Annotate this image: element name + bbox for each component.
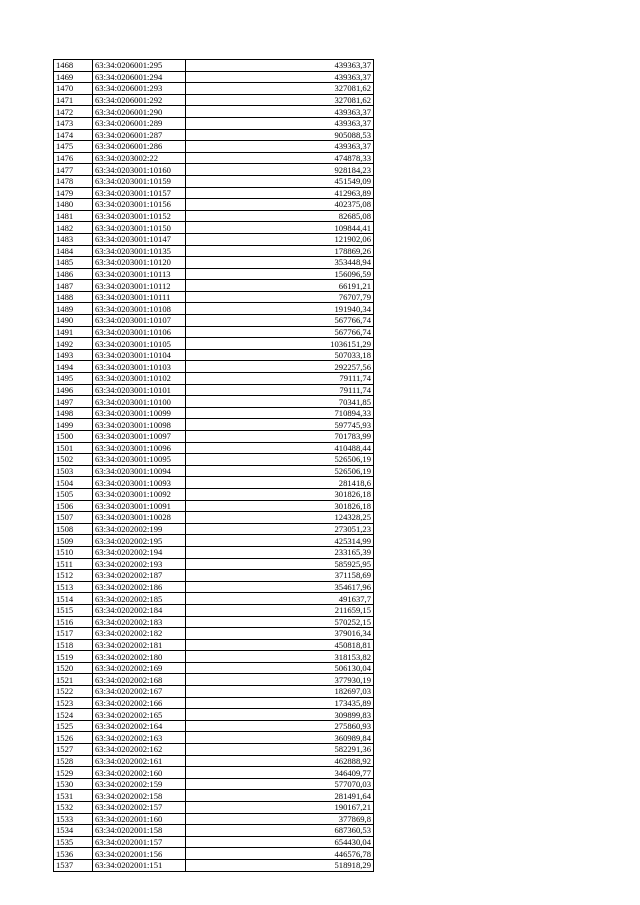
table-row: [54, 570, 374, 582]
row-number-cell: 1498: [54, 407, 93, 419]
table-row: [54, 257, 374, 269]
row-number-cell: 1533: [54, 813, 93, 825]
table-row: [54, 106, 374, 118]
table-row: [54, 825, 374, 837]
table-body: [54, 60, 374, 872]
cadastral-number-cell: 63:34:0203001:10108: [93, 303, 186, 315]
cadastral-number-cell: 63:34:0206001:294: [93, 71, 186, 83]
cadastral-number-cell: 63:34:0203001:10094: [93, 465, 186, 477]
value-cell: 70341,85: [186, 396, 374, 408]
cadastral-number-cell: 63:34:0202002:168: [93, 674, 186, 686]
table-row: [54, 755, 374, 767]
table-row: [54, 373, 374, 385]
table-row: [54, 465, 374, 477]
row-number-cell: 1522: [54, 686, 93, 698]
cadastral-number-cell: 63:34:0202001:156: [93, 848, 186, 860]
table-row: [54, 419, 374, 431]
value-cell: 79111,74: [186, 373, 374, 385]
table-row: [54, 813, 374, 825]
value-cell: 275860,93: [186, 720, 374, 732]
cadastral-number-cell: 63:34:0202002:193: [93, 558, 186, 570]
table-row: [54, 210, 374, 222]
cadastral-number-cell: 63:34:0203001:10028: [93, 512, 186, 524]
row-number-cell: 1513: [54, 581, 93, 593]
value-cell: 301826,18: [186, 488, 374, 500]
value-cell: 567766,74: [186, 315, 374, 327]
value-cell: 439363,37: [186, 106, 374, 118]
row-number-cell: 1524: [54, 709, 93, 721]
row-number-cell: 1500: [54, 431, 93, 443]
cadastral-number-cell: 63:34:0203001:10102: [93, 373, 186, 385]
value-cell: 585925,95: [186, 558, 374, 570]
cadastral-number-cell: 63:34:0203001:10159: [93, 175, 186, 187]
row-number-cell: 1516: [54, 616, 93, 628]
table-row: [54, 407, 374, 419]
cadastral-number-cell: 63:34:0203001:10095: [93, 454, 186, 466]
table-row: [54, 744, 374, 756]
value-cell: 462888,92: [186, 755, 374, 767]
cadastral-number-cell: 63:34:0202002:195: [93, 535, 186, 547]
cadastral-number-cell: 63:34:0202002:159: [93, 778, 186, 790]
cadastral-number-cell: 63:34:0203001:10147: [93, 233, 186, 245]
cadastral-number-cell: 63:34:0206001:290: [93, 106, 186, 118]
cadastral-number-cell: 63:34:0202002:182: [93, 628, 186, 640]
value-cell: 190167,21: [186, 802, 374, 814]
value-cell: 526506,19: [186, 454, 374, 466]
value-cell: 654430,04: [186, 836, 374, 848]
cadastral-number-cell: 63:34:0202001:160: [93, 813, 186, 825]
cadastral-number-cell: 63:34:0203001:10093: [93, 477, 186, 489]
value-cell: 410488,44: [186, 442, 374, 454]
value-cell: 327081,62: [186, 83, 374, 95]
table-row: [54, 790, 374, 802]
cadastral-number-cell: 63:34:0203001:10160: [93, 164, 186, 176]
cadastral-number-cell: 63:34:0202002:160: [93, 767, 186, 779]
table-row: [54, 222, 374, 234]
table-row: [54, 164, 374, 176]
row-number-cell: 1502: [54, 454, 93, 466]
value-cell: 450818,81: [186, 639, 374, 651]
cadastral-number-cell: 63:34:0202001:158: [93, 825, 186, 837]
row-number-cell: 1512: [54, 570, 93, 582]
row-number-cell: 1520: [54, 662, 93, 674]
table-row: [54, 546, 374, 558]
row-number-cell: 1529: [54, 767, 93, 779]
value-cell: 402375,08: [186, 199, 374, 211]
table-row: [54, 94, 374, 106]
table-row: [54, 152, 374, 164]
table-row: [54, 141, 374, 153]
value-cell: 451549,09: [186, 175, 374, 187]
value-cell: 76707,79: [186, 291, 374, 303]
row-number-cell: 1491: [54, 326, 93, 338]
table-row: [54, 349, 374, 361]
row-number-cell: 1475: [54, 141, 93, 153]
value-cell: 701783,99: [186, 431, 374, 443]
row-number-cell: 1492: [54, 338, 93, 350]
cadastral-number-cell: 63:34:0202002:185: [93, 593, 186, 605]
table-row: [54, 558, 374, 570]
row-number-cell: 1532: [54, 802, 93, 814]
value-cell: 82685,08: [186, 210, 374, 222]
table-row: [54, 662, 374, 674]
cadastral-number-cell: 63:34:0206001:295: [93, 60, 186, 72]
table-row: [54, 512, 374, 524]
cadastral-number-cell: 63:34:0203001:10097: [93, 431, 186, 443]
row-number-cell: 1534: [54, 825, 93, 837]
row-number-cell: 1523: [54, 697, 93, 709]
value-cell: 79111,74: [186, 384, 374, 396]
row-number-cell: 1515: [54, 604, 93, 616]
row-number-cell: 1503: [54, 465, 93, 477]
table-row: [54, 71, 374, 83]
cadastral-number-cell: 63:34:0203001:10112: [93, 280, 186, 292]
row-number-cell: 1473: [54, 117, 93, 129]
cadastral-number-cell: 63:34:0203001:10120: [93, 257, 186, 269]
value-cell: 439363,37: [186, 71, 374, 83]
value-cell: 567766,74: [186, 326, 374, 338]
table-row: [54, 291, 374, 303]
table-row: [54, 60, 374, 72]
table-row: [54, 384, 374, 396]
table-row: [54, 442, 374, 454]
cadastral-number-cell: 63:34:0203001:10105: [93, 338, 186, 350]
value-cell: 379016,34: [186, 628, 374, 640]
row-number-cell: 1470: [54, 83, 93, 95]
cadastral-number-cell: 63:34:0202002:183: [93, 616, 186, 628]
value-cell: 425314,99: [186, 535, 374, 547]
row-number-cell: 1494: [54, 361, 93, 373]
cadastral-number-cell: 63:34:0202002:158: [93, 790, 186, 802]
table-row: [54, 488, 374, 500]
value-cell: 371158,69: [186, 570, 374, 582]
row-number-cell: 1527: [54, 744, 93, 756]
row-number-cell: 1528: [54, 755, 93, 767]
row-number-cell: 1488: [54, 291, 93, 303]
cadastral-number-cell: 63:34:0203002:22: [93, 152, 186, 164]
value-cell: 346409,77: [186, 767, 374, 779]
value-cell: 412963,89: [186, 187, 374, 199]
cadastral-number-cell: 63:34:0202002:199: [93, 523, 186, 535]
value-cell: 439363,37: [186, 117, 374, 129]
table-row: [54, 581, 374, 593]
table-row: [54, 477, 374, 489]
table-row: [54, 686, 374, 698]
cadastral-number-cell: 63:34:0202002:166: [93, 697, 186, 709]
table-row: [54, 848, 374, 860]
value-cell: 710894,33: [186, 407, 374, 419]
value-cell: 687360,53: [186, 825, 374, 837]
table-row: [54, 535, 374, 547]
row-number-cell: 1525: [54, 720, 93, 732]
cadastral-number-cell: 63:34:0203001:10101: [93, 384, 186, 396]
value-cell: 507033,18: [186, 349, 374, 361]
row-number-cell: 1490: [54, 315, 93, 327]
row-number-cell: 1531: [54, 790, 93, 802]
cadastral-number-cell: 63:34:0203001:10103: [93, 361, 186, 373]
cadastral-number-cell: 63:34:0203001:10107: [93, 315, 186, 327]
value-cell: 156096,59: [186, 268, 374, 280]
value-cell: 353448,94: [186, 257, 374, 269]
table-row: [54, 117, 374, 129]
cadastral-number-cell: 63:34:0202001:157: [93, 836, 186, 848]
table-row: [54, 767, 374, 779]
value-cell: 1036151,29: [186, 338, 374, 350]
cadastral-number-cell: 63:34:0202002:194: [93, 546, 186, 558]
row-number-cell: 1499: [54, 419, 93, 431]
table-row: [54, 129, 374, 141]
row-number-cell: 1536: [54, 848, 93, 860]
table-row: [54, 616, 374, 628]
table-row: [54, 500, 374, 512]
value-cell: 109844,41: [186, 222, 374, 234]
cadastral-number-cell: 63:34:0206001:287: [93, 129, 186, 141]
cadastral-number-cell: 63:34:0202002:169: [93, 662, 186, 674]
row-number-cell: 1493: [54, 349, 93, 361]
value-cell: 327081,62: [186, 94, 374, 106]
cadastral-number-cell: 63:34:0206001:293: [93, 83, 186, 95]
row-number-cell: 1519: [54, 651, 93, 663]
row-number-cell: 1478: [54, 175, 93, 187]
row-number-cell: 1468: [54, 60, 93, 72]
row-number-cell: 1479: [54, 187, 93, 199]
value-cell: 582291,36: [186, 744, 374, 756]
row-number-cell: 1482: [54, 222, 93, 234]
table-row: [54, 199, 374, 211]
row-number-cell: 1476: [54, 152, 93, 164]
cadastral-number-cell: 63:34:0202002:184: [93, 604, 186, 616]
cadastral-number-cell: 63:34:0202002:186: [93, 581, 186, 593]
table-row: [54, 628, 374, 640]
value-cell: 928184,23: [186, 164, 374, 176]
value-cell: 377869,8: [186, 813, 374, 825]
cadastral-number-cell: 63:34:0203001:10096: [93, 442, 186, 454]
value-cell: 491637,7: [186, 593, 374, 605]
row-number-cell: 1509: [54, 535, 93, 547]
row-number-cell: 1495: [54, 373, 93, 385]
table-row: [54, 604, 374, 616]
row-number-cell: 1501: [54, 442, 93, 454]
row-number-cell: 1481: [54, 210, 93, 222]
row-number-cell: 1507: [54, 512, 93, 524]
cadastral-number-cell: 63:34:0202002:161: [93, 755, 186, 767]
value-cell: 66191,21: [186, 280, 374, 292]
value-cell: 577070,03: [186, 778, 374, 790]
value-cell: 178869,26: [186, 245, 374, 257]
cadastral-number-cell: 63:34:0203001:10113: [93, 268, 186, 280]
row-number-cell: 1506: [54, 500, 93, 512]
cadastral-number-cell: 63:34:0202002:163: [93, 732, 186, 744]
value-cell: 281491,64: [186, 790, 374, 802]
table-row: [54, 523, 374, 535]
value-cell: 377930,19: [186, 674, 374, 686]
value-cell: 446576,78: [186, 848, 374, 860]
row-number-cell: 1530: [54, 778, 93, 790]
row-number-cell: 1477: [54, 164, 93, 176]
row-number-cell: 1521: [54, 674, 93, 686]
row-number-cell: 1504: [54, 477, 93, 489]
row-number-cell: 1483: [54, 233, 93, 245]
table-row: [54, 697, 374, 709]
row-number-cell: 1484: [54, 245, 93, 257]
table-row: [54, 361, 374, 373]
table-row: [54, 315, 374, 327]
value-cell: 597745,93: [186, 419, 374, 431]
table-row: [54, 859, 374, 871]
row-number-cell: 1489: [54, 303, 93, 315]
cadastral-number-cell: 63:34:0206001:286: [93, 141, 186, 153]
row-number-cell: 1510: [54, 546, 93, 558]
table-row: [54, 280, 374, 292]
cadastral-number-cell: 63:34:0202002:157: [93, 802, 186, 814]
cadastral-number-cell: 63:34:0202002:187: [93, 570, 186, 582]
table-row: [54, 431, 374, 443]
row-number-cell: 1497: [54, 396, 93, 408]
cadastral-number-cell: 63:34:0202002:167: [93, 686, 186, 698]
cadastral-number-cell: 63:34:0203001:10156: [93, 199, 186, 211]
row-number-cell: 1511: [54, 558, 93, 570]
table-row: [54, 709, 374, 721]
value-cell: 211659,15: [186, 604, 374, 616]
table-row: [54, 674, 374, 686]
table-row: [54, 338, 374, 350]
table-row: [54, 245, 374, 257]
cadastral-number-cell: 63:34:0203001:10098: [93, 419, 186, 431]
table-row: [54, 732, 374, 744]
table-row: [54, 454, 374, 466]
row-number-cell: 1486: [54, 268, 93, 280]
cadastral-number-cell: 63:34:0202001:151: [93, 859, 186, 871]
value-cell: 360989,84: [186, 732, 374, 744]
value-cell: 518918,29: [186, 859, 374, 871]
value-cell: 570252,15: [186, 616, 374, 628]
table-row: [54, 651, 374, 663]
cadastral-number-cell: 63:34:0203001:10104: [93, 349, 186, 361]
cadastral-number-cell: 63:34:0206001:289: [93, 117, 186, 129]
table-row: [54, 396, 374, 408]
value-cell: 354617,96: [186, 581, 374, 593]
value-cell: 121902,06: [186, 233, 374, 245]
value-cell: 309899,83: [186, 709, 374, 721]
table-row: [54, 778, 374, 790]
value-cell: 506130,04: [186, 662, 374, 674]
cadastral-number-cell: 63:34:0202002:181: [93, 639, 186, 651]
cadastral-number-cell: 63:34:0202002:164: [93, 720, 186, 732]
value-cell: 173435,89: [186, 697, 374, 709]
row-number-cell: 1471: [54, 94, 93, 106]
cadastral-number-cell: 63:34:0206001:292: [93, 94, 186, 106]
table-row: [54, 233, 374, 245]
table-row: [54, 303, 374, 315]
table-row: [54, 593, 374, 605]
table-row: [54, 268, 374, 280]
value-cell: 318153,82: [186, 651, 374, 663]
table-row: [54, 83, 374, 95]
value-cell: 281418,6: [186, 477, 374, 489]
value-cell: 233165,39: [186, 546, 374, 558]
row-number-cell: 1496: [54, 384, 93, 396]
cadastral-number-cell: 63:34:0203001:10092: [93, 488, 186, 500]
table-row: [54, 326, 374, 338]
cadastral-number-cell: 63:34:0203001:10091: [93, 500, 186, 512]
row-number-cell: 1480: [54, 199, 93, 211]
table-row: [54, 175, 374, 187]
cadastral-number-cell: 63:34:0203001:10152: [93, 210, 186, 222]
value-cell: 301826,18: [186, 500, 374, 512]
cadastral-number-cell: 63:34:0203001:10135: [93, 245, 186, 257]
cadastral-value-table: [53, 59, 374, 872]
cadastral-number-cell: 63:34:0202002:180: [93, 651, 186, 663]
value-cell: 439363,37: [186, 141, 374, 153]
value-cell: 905088,53: [186, 129, 374, 141]
row-number-cell: 1517: [54, 628, 93, 640]
value-cell: 474878,33: [186, 152, 374, 164]
value-cell: 292257,56: [186, 361, 374, 373]
cadastral-number-cell: 63:34:0203001:10099: [93, 407, 186, 419]
table-row: [54, 639, 374, 651]
row-number-cell: 1508: [54, 523, 93, 535]
row-number-cell: 1469: [54, 71, 93, 83]
cadastral-number-cell: 63:34:0203001:10100: [93, 396, 186, 408]
row-number-cell: 1535: [54, 836, 93, 848]
row-number-cell: 1514: [54, 593, 93, 605]
row-number-cell: 1505: [54, 488, 93, 500]
table-row: [54, 720, 374, 732]
value-cell: 191940,34: [186, 303, 374, 315]
cadastral-number-cell: 63:34:0203001:10106: [93, 326, 186, 338]
row-number-cell: 1472: [54, 106, 93, 118]
cadastral-number-cell: 63:34:0203001:10157: [93, 187, 186, 199]
value-cell: 182697,03: [186, 686, 374, 698]
cadastral-number-cell: 63:34:0203001:10111: [93, 291, 186, 303]
value-cell: 439363,37: [186, 60, 374, 72]
value-cell: 526506,19: [186, 465, 374, 477]
table-row: [54, 187, 374, 199]
cadastral-number-cell: 63:34:0203001:10150: [93, 222, 186, 234]
row-number-cell: 1518: [54, 639, 93, 651]
cadastral-number-cell: 63:34:0202002:165: [93, 709, 186, 721]
row-number-cell: 1526: [54, 732, 93, 744]
row-number-cell: 1487: [54, 280, 93, 292]
cadastral-number-cell: 63:34:0202002:162: [93, 744, 186, 756]
table-row: [54, 836, 374, 848]
row-number-cell: 1537: [54, 859, 93, 871]
row-number-cell: 1474: [54, 129, 93, 141]
value-cell: 124328,25: [186, 512, 374, 524]
value-cell: 273051,23: [186, 523, 374, 535]
row-number-cell: 1485: [54, 257, 93, 269]
table-row: [54, 802, 374, 814]
